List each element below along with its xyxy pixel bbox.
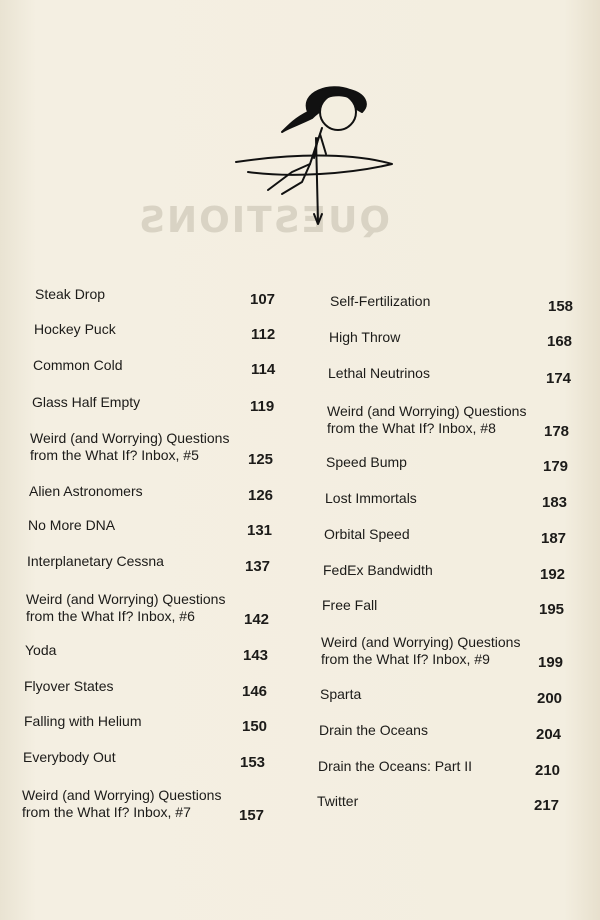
toc-entry-title: High Throw <box>329 329 401 345</box>
toc-entry-title: No More DNA <box>28 517 116 533</box>
toc-entry-page-number: 143 <box>243 647 269 664</box>
toc-entry-title: Weird (and Worrying) Questions from the What If? Inbox, #5 <box>30 430 230 463</box>
toc-entry-page-number: 158 <box>548 298 574 315</box>
toc-entry-page-number: 112 <box>251 326 276 343</box>
toc-entry-title: Drain the Oceans: Part II <box>318 758 473 774</box>
toc-entry-title: Orbital Speed <box>324 526 410 542</box>
toc-entry-title: Lost Immortals <box>325 490 417 506</box>
toc-entry-title: Lethal Neutrinos <box>328 365 430 381</box>
toc-entry-page-number: 168 <box>547 333 573 350</box>
toc-entry-page-number: 137 <box>245 558 271 575</box>
toc-entry-page-number: 174 <box>546 370 572 387</box>
toc-entry-title: Steak Drop <box>35 286 106 302</box>
toc-entry-page-number: 142 <box>244 611 270 628</box>
toc-entry-page-number: 153 <box>240 754 266 771</box>
toc-entry-title: Speed Bump <box>326 454 407 470</box>
toc-entry-page-number: 179 <box>543 458 569 475</box>
toc-entry-page-number: 146 <box>242 683 268 700</box>
toc-entry-page-number: 114 <box>251 361 276 378</box>
toc-entry-page-number: 217 <box>534 797 560 814</box>
toc-entry-title: Alien Astronomers <box>29 483 143 499</box>
toc-entry-page-number: 107 <box>250 291 276 308</box>
toc-entry-page-number: 131 <box>247 522 273 539</box>
toc-entry-title: Falling with Helium <box>24 713 142 729</box>
toc-entry-title: Weird (and Worrying) Questions from the What If? Inbox, #6 <box>26 591 226 624</box>
toc-entry-title: Weird (and Worrying) Questions from the What If? Inbox, #9 <box>321 634 521 667</box>
toc-entry-page-number: 187 <box>541 530 567 547</box>
toc-entry-page-number: 125 <box>248 451 274 468</box>
toc-entry-title: Yoda <box>25 642 57 658</box>
toc-entry-title: FedEx Bandwidth <box>323 562 433 578</box>
bleed-through-heading: QUESTIONS <box>137 200 390 241</box>
toc-entry-page-number: 192 <box>540 566 566 583</box>
toc-entry-title: Drain the Oceans <box>319 722 428 738</box>
toc-entry-title: Weird (and Worrying) Questions from the What If? Inbox, #8 <box>327 403 527 436</box>
toc-entry-page-number: 204 <box>536 726 562 743</box>
stick-figure-archer-illustration <box>230 82 400 232</box>
toc-entry-page-number: 195 <box>539 601 565 618</box>
toc-entry-page-number: 150 <box>242 718 268 735</box>
toc-entry-title: Self-Fertilization <box>330 293 431 309</box>
toc-entry-title: Everybody Out <box>23 749 116 765</box>
toc-entry-page-number: 210 <box>535 762 561 779</box>
toc-entry-title: Common Cold <box>33 357 123 373</box>
toc-entry-title: Twitter <box>317 793 359 809</box>
toc-entry-page-number: 178 <box>544 423 570 440</box>
toc-entry-title: Weird (and Worrying) Questions from the What If? Inbox, #7 <box>22 787 222 820</box>
toc-entry-page-number: 119 <box>250 398 275 415</box>
toc-entry-title: Sparta <box>320 686 362 702</box>
toc-entry-page-number: 157 <box>239 807 265 824</box>
toc-entry-page-number: 183 <box>542 494 568 511</box>
toc-entry-title: Flyover States <box>24 678 114 694</box>
toc-entry-title: Glass Half Empty <box>32 394 141 410</box>
toc-entry-page-number: 199 <box>538 654 564 671</box>
toc-entry-title: Hockey Puck <box>34 321 116 337</box>
toc-entry-title: Free Fall <box>322 597 378 613</box>
toc-entry-page-number: 200 <box>537 690 563 707</box>
toc-entry-page-number: 126 <box>248 487 274 504</box>
toc-entry-title: Interplanetary Cessna <box>27 553 164 569</box>
